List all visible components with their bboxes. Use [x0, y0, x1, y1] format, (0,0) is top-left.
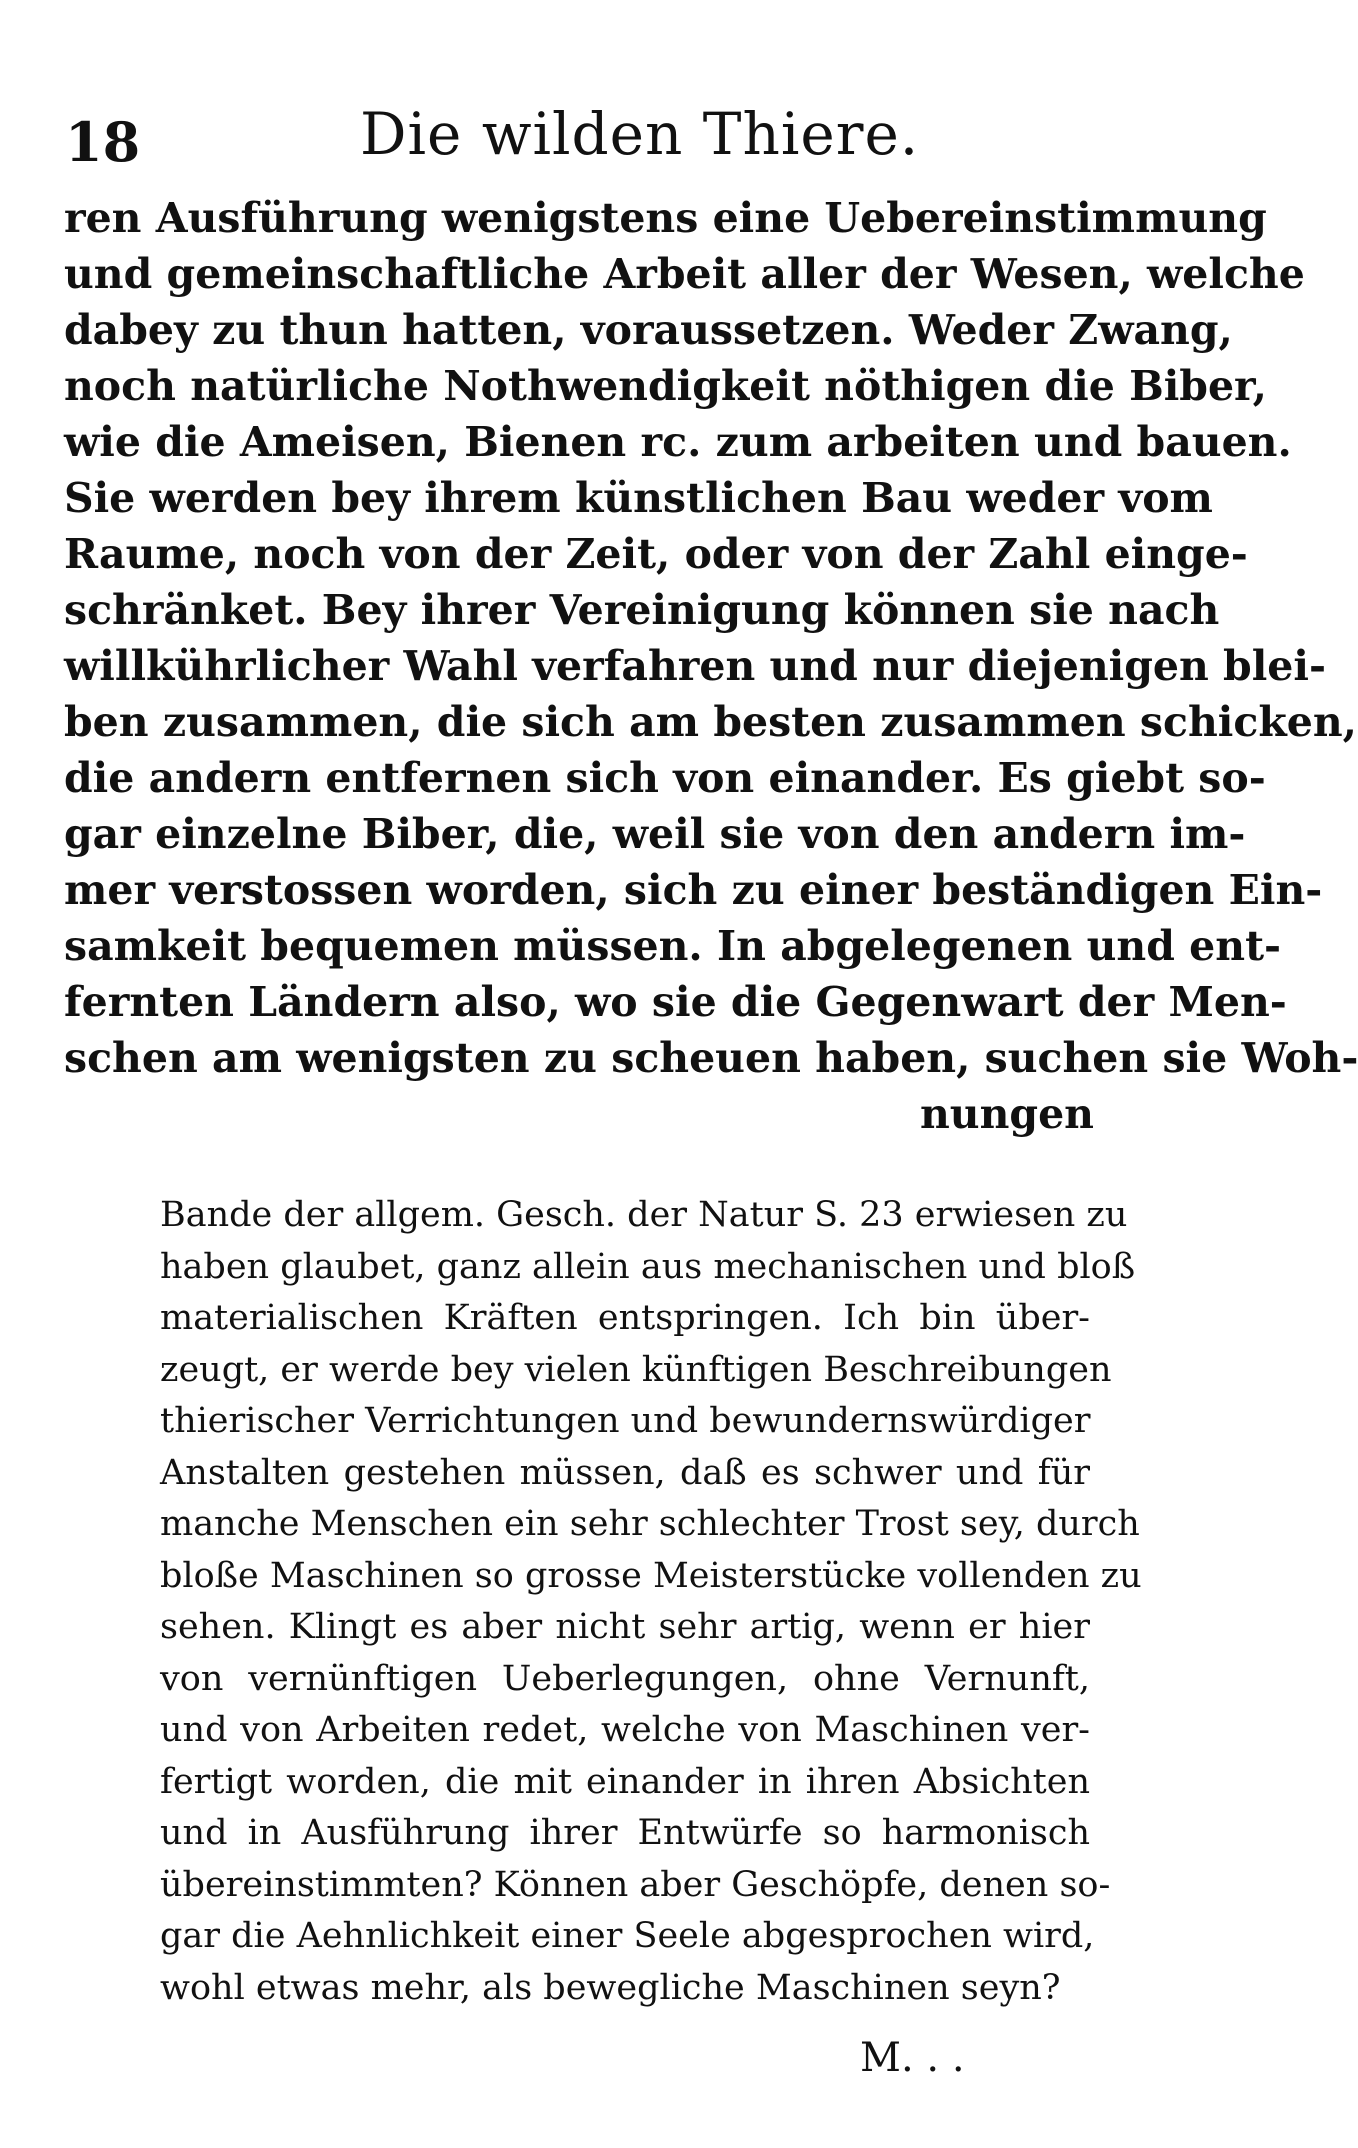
- body-line: schränket. Bey ihrer Vereinigung können sie nach: [64, 586, 1220, 634]
- body-line: ren Ausführung wenigstens eine Uebereinstimmung: [64, 194, 1267, 242]
- body-line: fernten Ländern also, wo sie die Gegenwart der Men-: [64, 978, 1287, 1026]
- footnote-line: Bande der allgem. Gesch. der Natur S. 23 erwiesen zu: [160, 1195, 1128, 1235]
- body-line: samkeit bequemen müssen. In abgelegenen und ent-: [64, 922, 1282, 970]
- footnote-line: zeugt, er werde bey vielen künftigen Beschreibungen: [160, 1349, 1112, 1390]
- footnote-line: haben glaubet, ganz allein aus mechanischen und bloß: [160, 1246, 1136, 1287]
- footnote: [160, 1190, 1142, 2014]
- body-line: Sie werden bey ihrem künstlichen Bau weder vom: [64, 474, 1213, 522]
- footnote-line: sehen. Klingt es aber nicht sehr artig, wenn er hier: [160, 1607, 1090, 1647]
- footnote-line: und von Arbeiten redet, welche von Maschinen ver-: [160, 1710, 1090, 1750]
- catchword: nungen: [920, 1090, 1094, 1138]
- footnote-line: manche Menschen ein sehr schlechter Trost sey, durch: [160, 1504, 1140, 1544]
- body-line: ben zusammen, die sich am besten zusammen schicken,: [64, 698, 1357, 746]
- body-line: schen am wenigsten zu scheuen haben, suchen sie Woh-: [64, 1034, 1358, 1082]
- page-header: [60, 100, 1092, 174]
- body-line: wie die Ameisen, Bienen rc. zum arbeiten und bauen.: [64, 418, 1292, 466]
- running-head: Die wilden Thiere.: [360, 100, 920, 168]
- footnote-line: thierischer Verrichtungen und bewundernswürdiger: [160, 1401, 1091, 1441]
- body-line: willkührlicher Wahl verfahren und nur diejenigen blei-: [64, 642, 1326, 690]
- footnote-line: und in Ausführung ihrer Entwürfe so harmonisch: [160, 1813, 1090, 1853]
- footnote-line: fertigt worden, die mit einander in ihren Absichten: [160, 1761, 1090, 1802]
- footnote-line: Anstalten gestehen müssen, daß es schwer und für: [160, 1452, 1090, 1493]
- footnote-line: übereinstimmten? Können aber Geschöpfe, denen so-: [160, 1864, 1111, 1905]
- body-line: gar einzelne Biber, die, weil sie von den andern im-: [64, 810, 1246, 858]
- page-number: 18: [65, 110, 141, 174]
- body-text: [64, 190, 1358, 1142]
- body-line: Raume, noch von der Zeit, oder von der Zahl einge-: [64, 530, 1248, 578]
- body-line: die andern entfernen sich von einander. Es giebt so-: [64, 754, 1266, 802]
- footnote-line: von vernünftigen Ueberlegungen, ohne Vernunft,: [160, 1658, 1090, 1699]
- footnote-line: gar die Aehnlichkeit einer Seele abgesprochen wird,: [160, 1916, 1095, 1956]
- body-line: und gemeinschaftliche Arbeit aller der Wesen, welche: [64, 250, 1305, 298]
- body-line: noch natürliche Nothwendigkeit nöthigen die Biber,: [64, 362, 1267, 410]
- signature-mark: M. . .: [860, 2035, 965, 2081]
- footnote-line: wohl etwas mehr, als bewegliche Maschinen seyn?: [160, 1967, 1061, 2008]
- body-line: dabey zu thun hatten, voraussetzen. Weder Zwang,: [64, 306, 1233, 354]
- footnote-line: bloße Maschinen so grosse Meisterstücke vollenden zu: [160, 1555, 1142, 1596]
- body-line: mer verstossen worden, sich zu einer beständigen Ein-: [64, 866, 1323, 914]
- footnote-line: materialischen Kräften entspringen. Ich bin über-: [160, 1298, 1090, 1338]
